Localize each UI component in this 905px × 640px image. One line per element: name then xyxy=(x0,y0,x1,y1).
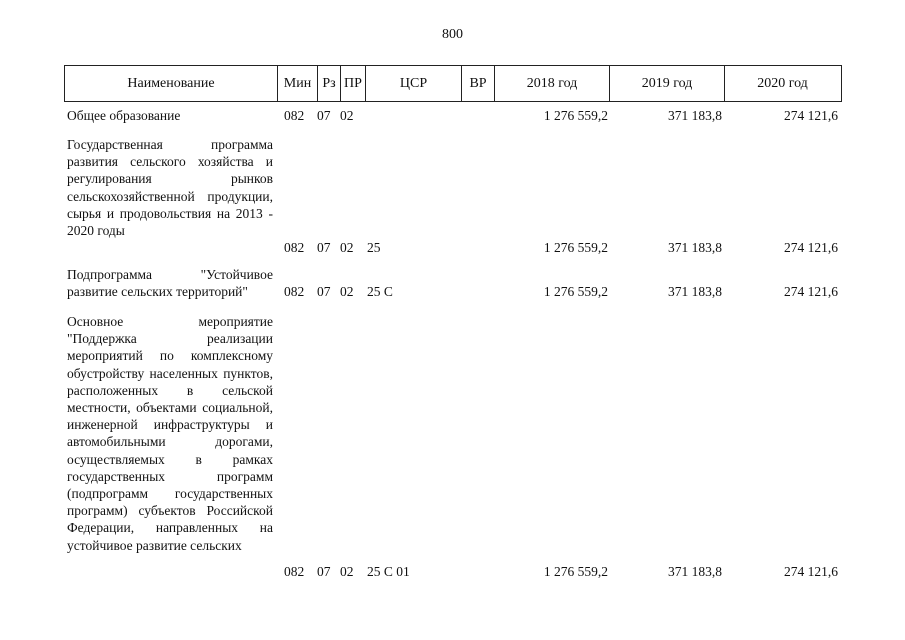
page-number: 800 xyxy=(442,27,463,42)
header-rz: Рз xyxy=(317,66,340,101)
header-name: Наименование xyxy=(127,75,215,91)
row-values xyxy=(64,283,842,300)
row-min: 082 xyxy=(284,108,305,123)
row-2018: 1 276 559,2 xyxy=(543,284,608,299)
row-2020: 274 121,6 xyxy=(784,564,838,579)
row-2019: 371 183,8 xyxy=(668,108,722,123)
row-rz: 07 xyxy=(317,284,331,299)
row-name: Подпрограмма "Устойчивое развитие сельских территорий" xyxy=(67,267,273,300)
header-pr: ПР xyxy=(340,66,365,101)
row-csr: 25 С xyxy=(367,284,393,299)
row-name: Государственная программа развития сельского хозяйства и регулирования рынков сельскохозяйственной продукции, сырья и продовольствия на 2013 - 2020 годы xyxy=(67,137,273,239)
row-min: 082 xyxy=(284,564,305,579)
header-csr: ЦСР xyxy=(365,66,461,101)
row-values xyxy=(64,563,842,580)
row-2020: 274 121,6 xyxy=(784,240,838,255)
row-pr: 02 xyxy=(340,284,354,299)
header-vr: ВР xyxy=(461,66,494,101)
header-2019: 2019 год xyxy=(609,66,724,101)
row-2019: 371 183,8 xyxy=(668,284,722,299)
row-name: Основное мероприятие "Поддержка реализации мероприятий по комплексному обустройству населенных пунктов, расположенных в сельской местности, объектами социальной, инженерной инфраструктуры и автомобильными дорогами, осуществляемых в рамках государственных программ (подпрограмм государственных программ) субъектов Российской Федерации, направленных на устойчивое развитие сельских xyxy=(67,314,273,553)
row-values xyxy=(64,107,842,124)
header-min: Мин xyxy=(277,66,317,101)
row-values xyxy=(64,239,842,256)
header-2020: 2020 год xyxy=(724,66,840,101)
row-rz: 07 xyxy=(317,108,331,123)
row-rz: 07 xyxy=(317,564,331,579)
row-2020: 274 121,6 xyxy=(784,284,838,299)
row-name: Общее образование xyxy=(67,108,181,123)
row-pr: 02 xyxy=(340,240,354,255)
row-2018: 1 276 559,2 xyxy=(543,108,608,123)
row-2018: 1 276 559,2 xyxy=(543,240,608,255)
row-pr: 02 xyxy=(340,564,354,579)
row-pr: 02 xyxy=(340,108,354,123)
row-csr: 25 xyxy=(367,240,381,255)
row-2019: 371 183,8 xyxy=(668,564,722,579)
table-header xyxy=(64,65,842,102)
header-2018: 2018 год xyxy=(494,66,609,101)
row-2019: 371 183,8 xyxy=(668,240,722,255)
row-rz: 07 xyxy=(317,240,331,255)
row-2020: 274 121,6 xyxy=(784,108,838,123)
row-min: 082 xyxy=(284,284,305,299)
row-csr: 25 С 01 xyxy=(367,564,410,579)
row-min: 082 xyxy=(284,240,305,255)
row-2018: 1 276 559,2 xyxy=(543,564,608,579)
